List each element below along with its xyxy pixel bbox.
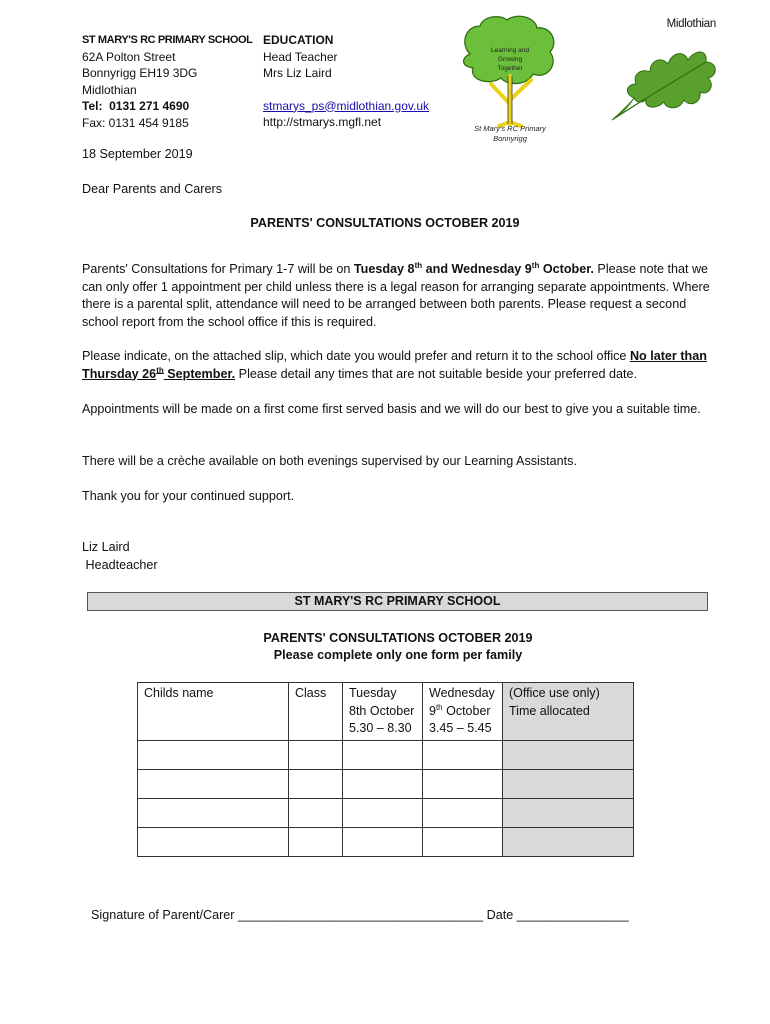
office-cell xyxy=(503,740,634,769)
tel-number: 0131 271 4690 xyxy=(109,99,190,113)
header-wednesday: Wednesday 9th October 3.45 – 5.45 xyxy=(423,683,503,741)
table-row xyxy=(138,740,634,769)
letter-date: 18 September 2019 xyxy=(82,147,193,161)
paragraph-3: Appointments will be made on a first come first served basis and we will do our best to give you a suitable time. xyxy=(82,402,701,416)
wednesday-cell[interactable] xyxy=(423,798,503,827)
school-logo-tree xyxy=(455,14,565,149)
paragraph-4: There will be a crèche available on both evenings supervised by our Learning Assistants. xyxy=(82,454,577,468)
table-header-row xyxy=(138,683,634,741)
head-teacher-role: Head Teacher xyxy=(263,49,338,64)
header-class: Class xyxy=(289,683,343,741)
address-line-1: 62A Polton Street xyxy=(82,49,176,64)
logo-caption-1: St Mary's RC Primary xyxy=(474,124,546,133)
slip-subtitle: Please complete only one form per family xyxy=(273,648,523,662)
address-line-3: Midlothian xyxy=(82,82,137,97)
school-address xyxy=(82,32,252,131)
signature-block xyxy=(82,539,158,574)
tuesday-cell[interactable] xyxy=(343,740,423,769)
childs-name-cell[interactable] xyxy=(138,740,289,769)
oak-leaf-icon xyxy=(606,38,721,123)
office-cell xyxy=(503,827,634,856)
email-link[interactable]: stmarys_ps@midlothian.gov.uk xyxy=(263,98,430,113)
class-cell[interactable] xyxy=(289,740,343,769)
head-teacher-name: Mrs Liz Laird xyxy=(263,66,332,80)
education-heading: EDUCATION xyxy=(263,33,334,47)
class-cell[interactable] xyxy=(289,769,343,798)
header-office-use: (Office use only) Time allocated xyxy=(503,683,634,741)
letter-title: PARENTS' CONSULTATIONS OCTOBER 2019 xyxy=(250,216,520,230)
slip-heading xyxy=(0,630,770,664)
table-row xyxy=(138,827,634,856)
education-block xyxy=(263,32,429,131)
school-name: ST MARY'S RC PRIMARY SCHOOL xyxy=(82,34,253,46)
class-cell[interactable] xyxy=(289,798,343,827)
tuesday-cell[interactable] xyxy=(343,798,423,827)
header-childs-name: Childs name xyxy=(138,683,289,741)
class-cell[interactable] xyxy=(289,827,343,856)
childs-name-cell[interactable] xyxy=(138,769,289,798)
header-tuesday: Tuesday 8th October 5.30 – 8.30 xyxy=(343,683,423,741)
wednesday-cell[interactable] xyxy=(423,769,503,798)
table-row xyxy=(138,769,634,798)
region-tag: Midlothian xyxy=(666,18,716,30)
salutation: Dear Parents and Carers xyxy=(82,182,222,196)
tuesday-cell[interactable] xyxy=(343,769,423,798)
paragraph-1: Parents' Consultations for Primary 1-7 will be on Tuesday 8th and Wednesday 9th October. Please note that we can only offer 1 appointment per child unless there is a legal reason for arranging separate appointments. Where there is a parental split, attendance will need to be arranged between both parents. Please request a second school report from the school office if this is required. xyxy=(82,260,710,329)
tuesday-cell[interactable] xyxy=(343,827,423,856)
childs-name-cell[interactable] xyxy=(138,827,289,856)
paragraph-2: Please indicate, on the attached slip, which date you would prefer and return it to the school office No later than Thursday 26th September. Please detail any times that are not suitable beside your preferred date. xyxy=(82,349,707,381)
wednesday-cell[interactable] xyxy=(423,740,503,769)
slip-banner: ST MARY'S RC PRIMARY SCHOOL xyxy=(87,592,708,611)
fax: Fax: 0131 454 9185 xyxy=(82,115,189,130)
table-row xyxy=(138,798,634,827)
telephone xyxy=(82,98,252,115)
logo-motto-1: Learning and xyxy=(491,47,529,54)
logo-caption-2: Bonnyrigg xyxy=(493,134,527,143)
website: http://stmarys.mgfl.net xyxy=(263,115,382,129)
signatory-role: Headteacher xyxy=(82,557,158,572)
logo-motto-2: Growing xyxy=(497,56,523,63)
tel-label: Tel: xyxy=(82,99,103,113)
wednesday-cell[interactable] xyxy=(423,827,503,856)
paragraph-5: Thank you for your continued support. xyxy=(82,489,295,503)
office-cell xyxy=(503,769,634,798)
childs-name-cell[interactable] xyxy=(138,798,289,827)
signatory-name: Liz Laird xyxy=(82,540,130,554)
consultation-form-table xyxy=(137,682,634,857)
slip-title: PARENTS' CONSULTATIONS OCTOBER 2019 xyxy=(263,631,533,645)
office-cell xyxy=(503,798,634,827)
address-line-2: Bonnyrigg EH19 3DG xyxy=(82,66,198,80)
signature-date-line[interactable]: Signature of Parent/Carer ___________________________________ Date ________________ xyxy=(91,908,629,922)
logo-motto-3: Together xyxy=(497,65,523,72)
